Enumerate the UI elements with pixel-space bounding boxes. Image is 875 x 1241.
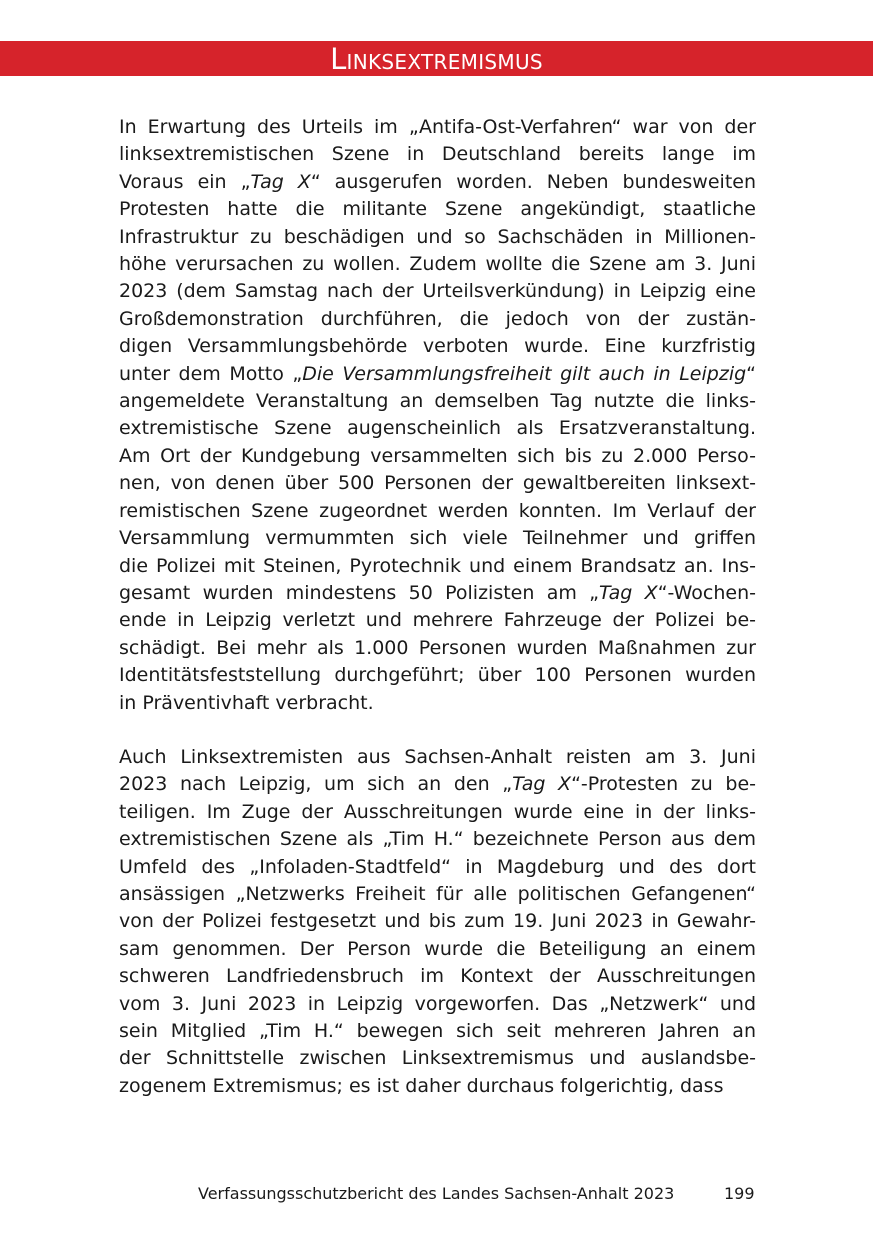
text-line: ansässigen „Netzwerks Freiheit für alle politischen Gefangenen“ [119,883,756,906]
text-line: Am Ort der Kundgebung versammelten sich bis zu 2.000 Perso- [119,444,756,467]
text-line: nen, von denen über 500 Personen der gewaltbereiten linksext- [119,472,756,495]
text-line: zogenem Extremismus; es ist daher durchaus folgerichtig, dass [119,1074,724,1097]
text-line: remistischen Szene zugeordnet werden konnten. Im Verlauf der [119,499,756,522]
text-line: extremistische Szene augenscheinlich als Ersatzveranstaltung. [119,417,756,440]
text-line: sam genommen. Der Person wurde die Beteiligung an einem [119,937,756,960]
text-line: die Polizei mit Steinen, Pyrotechnik und einem Brandsatz an. Ins- [119,554,756,577]
text-line: linksextremistischen Szene in Deutschland bereits lange im [119,143,756,166]
text-line: In Erwartung des Urteils im „Antifa-Ost-Verfahren“ war von der [119,116,756,138]
text-line: schädigt. Bei mehr als 1.000 Personen wurden Maßnahmen zur [119,636,756,659]
text-line: Voraus ein „Tag X“ ausgerufen worden. Neben bundesweiten [119,170,757,193]
text-line: Identitätsfeststellung durchgeführt; über 100 Personen wurden [119,664,756,687]
text-line: in Präventivhaft verbracht. [119,691,374,714]
italic-phrase: Tag X [599,581,658,604]
italic-phrase: Tag X [250,170,311,193]
text-line: teiligen. Im Zuge der Ausschreitungen wurde eine in der links- [119,800,756,823]
text-line: Umfeld des „Infoladen-Stadtfeld“ in Magdeburg und des dort [119,855,756,878]
page-number: 199 [724,1184,755,1203]
text-line: digen Versammlungsbehörde verboten wurde. Eine kurzfristig [119,335,756,358]
text-line: Großdemonstration durchführen, die jedoch von der zustän- [119,307,756,330]
text-line: 2023 nach Leipzig, um sich an den „Tag X“-Protesten zu be- [119,773,756,796]
section-header-band [0,41,873,76]
text-line: sein Mitglied „Tim H.“ bewegen sich seit mehreren Jahren an [119,1020,756,1043]
italic-phrase: Tag X [512,773,572,796]
text-line: höhe verursachen zu wollen. Zudem wollte die Szene am 3. Juni [119,253,756,276]
text-line: extremistischen Szene als „Tim H.“ bezeichnete Person aus dem [119,828,756,851]
footer-publication-title: Verfassungsschutzbericht des Landes Sachsen-Anhalt 2023 [198,1184,675,1203]
text-line: gesamt wurden mindestens 50 Polizisten am „Tag X“-Wochen- [119,581,756,604]
section-title: Linksextremismus [330,42,543,76]
text-line: schweren Landfriedensbruch im Kontext der Ausschreitungen [119,965,756,988]
text-line: unter dem Motto „Die Versammlungsfreiheit gilt auch in Leipzig“ [119,362,756,385]
text-line: Infrastruktur zu beschädigen und so Sachschäden in Millionen- [119,225,756,248]
italic-phrase: Die Versammlungsfreiheit gilt auch in Leipzig [302,362,747,385]
text-line: Versammlung vermummten sich viele Teilnehmer und griffen [119,527,756,550]
text-line: 2023 (dem Samstag nach der Urteilsverkündung) in Leipzig eine [119,280,756,303]
text-line: der Schnittstelle zwischen Linksextremismus und auslandsbe- [119,1047,756,1070]
text-line: von der Polizei festgesetzt und bis zum 19. Juni 2023 in Gewahr- [119,910,756,933]
text-line: Auch Linksextremisten aus Sachsen-Anhalt reisten am 3. Juni [119,746,756,768]
text-line: ende in Leipzig verletzt und mehrere Fahrzeuge der Polizei be- [119,609,756,632]
text-line: vom 3. Juni 2023 in Leipzig vorgeworfen. Das „Netzwerk“ und [119,992,756,1015]
text-line: angemeldete Veranstaltung an demselben Tag nutzte die links- [119,390,756,413]
text-line: Protesten hatte die militante Szene angekündigt, staatliche [119,198,756,221]
body-paragraph-2 [119,744,756,1100]
body-paragraph-1 [119,114,756,717]
page-footer [0,1182,875,1206]
